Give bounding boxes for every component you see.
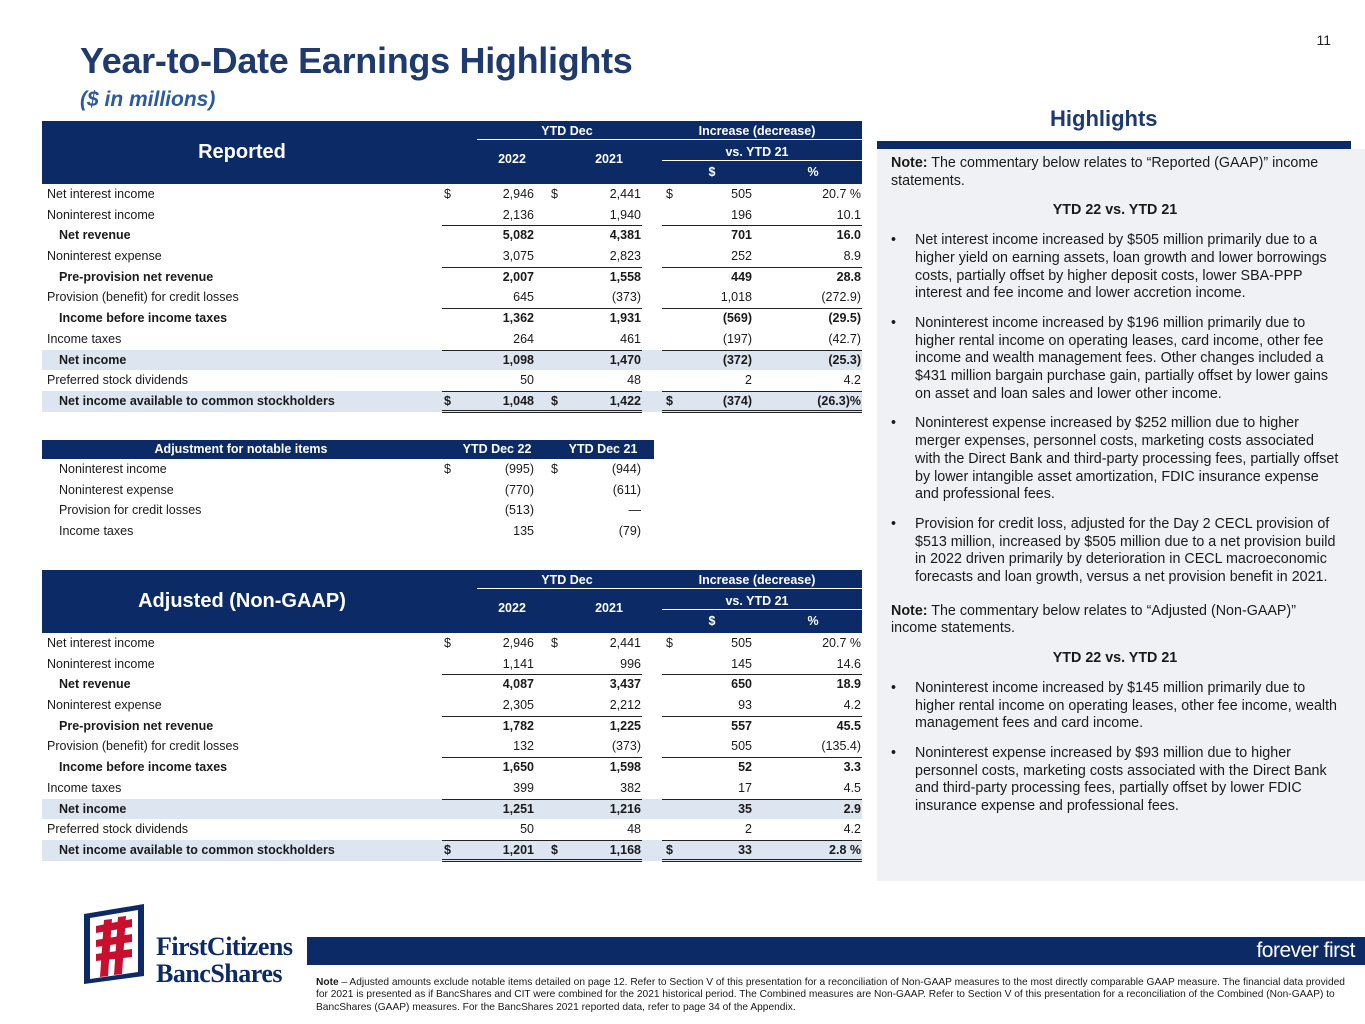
value-2021: 1,470 <box>609 352 641 367</box>
value-2021: 1,225 <box>609 718 641 733</box>
currency-symbol: $ <box>444 842 451 857</box>
value-2022: 50 <box>520 822 534 837</box>
value-ytd-dec-21: (79) <box>618 524 641 539</box>
row-label: Noninterest income <box>47 207 155 222</box>
table-row <box>42 184 862 205</box>
change-dollars: 701 <box>731 228 752 243</box>
first-citizens-logo-text <box>156 933 292 987</box>
row-label: Net revenue <box>59 677 131 692</box>
adjusted-table <box>42 570 862 861</box>
value-2022: 1,251 <box>502 801 534 816</box>
change-dollars: (372) <box>722 352 752 367</box>
value-2022: 132 <box>513 739 534 754</box>
change-percent: 2.9 <box>843 801 861 816</box>
change-percent: (272.9) <box>821 290 861 305</box>
value-2022: 645 <box>513 290 534 305</box>
change-dollars: 650 <box>731 677 752 692</box>
change-dollars: 505 <box>731 636 752 650</box>
highlights-title: Highlights <box>1050 106 1158 131</box>
table-row <box>42 654 862 675</box>
value-2022: 2,305 <box>502 698 534 713</box>
change-percent: 4.2 <box>843 373 861 388</box>
table-row <box>42 370 862 391</box>
table-row <box>42 225 862 246</box>
adjustment-header-label: Adjustment for notable items <box>154 442 328 456</box>
currency-symbol: $ <box>551 393 558 408</box>
value-2021: 3,437 <box>609 677 641 692</box>
value-2021: 1,940 <box>609 207 641 222</box>
table-row <box>42 308 862 329</box>
highlights-note-adjusted: Note: The commentary below relates to “Adjusted (Non-GAAP)” income statements. <box>891 602 1296 637</box>
reported-label: Reported <box>198 141 286 163</box>
table-row <box>42 736 862 757</box>
row-label: Income before income taxes <box>59 760 228 775</box>
table-row <box>42 695 862 716</box>
dollar-header: $ <box>708 165 716 179</box>
change-percent: 4.2 <box>843 698 861 713</box>
highlights-subheading-adjusted: YTD 22 vs. YTD 21 <box>1052 650 1178 667</box>
logo-line-1: FirstCitizens <box>156 932 293 961</box>
value-ytd-dec-22: (770) <box>504 482 534 497</box>
change-percent: 20.7 % <box>822 636 861 650</box>
currency-symbol: $ <box>666 393 673 408</box>
value-2022: 1,141 <box>502 656 534 671</box>
change-percent: (26.3)% <box>817 393 861 408</box>
change-percent: 2.8 % <box>829 842 861 857</box>
currency-symbol: $ <box>551 636 558 650</box>
highlights-bullets-reported <box>891 232 1339 587</box>
row-label: Preferred stock dividends <box>47 373 189 388</box>
row-label: Preferred stock dividends <box>47 822 189 837</box>
value-2021: 996 <box>620 656 641 671</box>
row-label: Pre-provision net revenue <box>59 269 214 284</box>
table-row <box>42 757 862 778</box>
currency-symbol: $ <box>444 462 451 476</box>
currency-symbol: $ <box>444 636 451 650</box>
year-2021-header: 2021 <box>595 601 623 615</box>
table-row <box>42 287 862 308</box>
currency-symbol: $ <box>666 842 673 857</box>
table-row <box>42 633 862 654</box>
highlights-note-reported: Note: The commentary below relates to “Reported (GAAP)” income statements. <box>891 155 1319 189</box>
table-row <box>42 350 862 371</box>
change-percent: 4.5 <box>843 780 861 795</box>
table-row <box>42 246 862 267</box>
row-label: Income taxes <box>47 780 122 795</box>
increase-decrease-header: Increase (decrease) <box>698 573 816 587</box>
row-label: Net interest income <box>47 187 155 201</box>
change-dollars: 2 <box>745 373 752 388</box>
change-dollars: 505 <box>731 187 752 201</box>
change-dollars: (197) <box>722 331 752 346</box>
change-percent: (29.5) <box>828 311 861 326</box>
value-ytd-dec-22: (513) <box>504 503 534 518</box>
value-2022: 2,946 <box>502 636 534 650</box>
value-2021: (373) <box>611 739 641 754</box>
change-dollars: (374) <box>722 393 752 408</box>
row-label: Noninterest expense <box>47 698 162 713</box>
footer-band <box>307 937 1365 965</box>
value-2021: 461 <box>620 331 641 346</box>
row-label: Noninterest expense <box>47 249 162 264</box>
value-2022: 2,007 <box>502 269 534 284</box>
value-2021: 48 <box>627 373 641 388</box>
value-2022: 3,075 <box>502 249 534 264</box>
vs-ytd-header: vs. YTD 21 <box>725 594 789 608</box>
value-2021: 382 <box>620 780 641 795</box>
bullet-item: • Noninterest expense increased by $252 million due to higher merger expenses, personnel costs, marketing costs associated with the Direct Bank and third-party processing fees, partially offset by lower intangible asset amortization, FDIC insurance expense and professional fees. <box>891 415 1339 504</box>
change-dollars: 35 <box>738 801 752 816</box>
value-2021: 1,422 <box>609 393 641 408</box>
row-label: Income taxes <box>59 524 134 539</box>
row-label: Income taxes <box>47 331 122 346</box>
currency-symbol: $ <box>666 636 673 650</box>
value-2022: 399 <box>513 780 534 795</box>
bullet-item: • Noninterest income increased by $145 million primarily due to higher rental income on operating leases, other fee income, wealth management fees and card income. <box>891 680 1339 733</box>
table-row <box>42 840 862 861</box>
row-label: Net income <box>59 801 127 816</box>
highlights-bullets-adjusted <box>891 680 1339 816</box>
ytd-dec-header: YTD Dec <box>541 573 593 587</box>
value-ytd-dec-21: — <box>628 503 641 518</box>
value-2022: 264 <box>513 331 534 346</box>
value-2021: 2,441 <box>609 187 641 201</box>
change-dollars: 505 <box>731 739 752 754</box>
row-label: Noninterest income <box>59 462 167 476</box>
row-label: Net income available to common stockholders <box>59 842 335 857</box>
adjusted-label: Adjusted (Non-GAAP) <box>138 590 346 612</box>
change-percent: 16.0 <box>836 228 861 243</box>
value-ytd-dec-21: (611) <box>612 482 641 497</box>
row-label: Provision (benefit) for credit losses <box>47 739 239 754</box>
vs-ytd-header: vs. YTD 21 <box>725 145 789 159</box>
table-row <box>42 674 862 695</box>
row-label: Provision for credit losses <box>59 503 202 518</box>
value-2021: 48 <box>627 822 641 837</box>
table-row <box>42 500 654 521</box>
currency-symbol: $ <box>666 187 673 201</box>
adjustment-table <box>42 440 654 542</box>
value-2021: 1,598 <box>609 760 641 775</box>
table-row <box>42 459 654 480</box>
highlights-panel <box>877 149 1365 881</box>
adjustment-table-header <box>42 440 654 459</box>
change-dollars: 196 <box>731 207 752 222</box>
change-percent: (42.7) <box>828 331 861 346</box>
change-percent: (135.4) <box>821 739 861 754</box>
change-dollars: 17 <box>738 780 752 795</box>
table-row <box>42 480 654 501</box>
logo-line-2: BancShares <box>156 959 282 988</box>
value-2022: 1,098 <box>502 352 534 367</box>
dollar-header: $ <box>708 614 716 628</box>
value-2022: 50 <box>520 373 534 388</box>
change-percent: 45.5 <box>836 718 861 733</box>
row-label: Noninterest income <box>47 656 155 671</box>
value-ytd-dec-21: (944) <box>611 462 641 476</box>
percent-header: % <box>807 614 819 628</box>
year-2022-header: 2022 <box>498 152 526 166</box>
currency-symbol: $ <box>551 462 558 476</box>
row-label: Net interest income <box>47 636 155 650</box>
reported-table-header <box>42 121 862 184</box>
change-dollars: 557 <box>731 718 752 733</box>
change-dollars: 1,018 <box>720 290 752 305</box>
change-dollars: 449 <box>731 269 752 284</box>
page-title: Year-to-Date Earnings Highlights <box>80 40 633 81</box>
value-2022: 4,087 <box>502 677 534 692</box>
table-row <box>42 205 862 226</box>
change-percent: 20.7 % <box>822 187 861 201</box>
row-label: Net income available to common stockholders <box>59 393 335 408</box>
change-percent: 3.3 <box>843 760 861 775</box>
bullet-item: • Net interest income increased by $505 million primarily due to a higher yield on earning assets, loan growth and lower borrowings costs, partially offset by higher deposit costs, lower SBA-PPP interest and fee income and lower accretion income. <box>891 232 1339 303</box>
value-2021: 1,216 <box>609 801 641 816</box>
value-2022: 2,946 <box>502 187 534 201</box>
change-percent: (25.3) <box>828 352 861 367</box>
page-number: 11 <box>1316 32 1331 48</box>
bullet-item: • Provision for credit loss, adjusted for the Day 2 CECL provision of $513 million, increased by $505 million due to a net provision build in 2022 driven primarily by deterioration in CECL macroeconomic forecasts and loan growth, versus a net provision benefit in 2021. <box>891 516 1339 587</box>
change-percent: 4.2 <box>843 822 861 837</box>
reported-table <box>42 121 862 412</box>
value-2021: (373) <box>611 290 641 305</box>
change-percent: 28.8 <box>836 269 861 284</box>
currency-symbol: $ <box>551 187 558 201</box>
percent-header: % <box>807 165 819 179</box>
value-2021: 2,441 <box>609 636 641 650</box>
change-dollars: 145 <box>731 656 752 671</box>
change-dollars: 93 <box>738 698 752 713</box>
change-dollars: 252 <box>731 249 752 264</box>
value-2021: 2,823 <box>609 249 641 264</box>
value-2022: 5,082 <box>502 228 534 243</box>
row-label: Income before income taxes <box>59 311 228 326</box>
row-label: Provision (benefit) for credit losses <box>47 290 239 305</box>
year-2022-header: 2022 <box>498 601 526 615</box>
tagline: forever first <box>1256 939 1355 962</box>
value-2022: 1,650 <box>502 760 534 775</box>
bullet-item: • Noninterest income increased by $196 million primarily due to higher rental income on operating leases, card income, other fee income and wealth management fees. Other changes included a $431 million bargain purchase gain, partially offset by lower gains on asset and loan sales and lower other income. <box>891 315 1339 404</box>
change-percent: 10.1 <box>836 207 861 222</box>
row-label: Net income <box>59 352 127 367</box>
table-row <box>42 329 862 350</box>
adjusted-table-header <box>42 570 862 633</box>
ytd-dec-21-header: YTD Dec 21 <box>568 442 638 456</box>
value-2021: 2,212 <box>609 698 641 713</box>
change-percent: 18.9 <box>836 677 861 692</box>
change-dollars: 52 <box>738 760 752 775</box>
table-row <box>42 267 862 288</box>
value-2021: 1,931 <box>609 311 641 326</box>
table-row <box>42 521 654 542</box>
ytd-dec-22-header: YTD Dec 22 <box>462 442 532 456</box>
change-dollars: 33 <box>738 842 752 857</box>
currency-symbol: $ <box>444 393 451 408</box>
bullet-item: • Noninterest expense increased by $93 million due to higher personnel costs, marketing costs associated with the Direct Bank and third-party processing fees, partially offset by lower FDIC insurance expense and professional fees. <box>891 745 1339 816</box>
currency-symbol: $ <box>551 842 558 857</box>
value-ytd-dec-22: (995) <box>504 462 534 476</box>
change-percent: 14.6 <box>836 656 861 671</box>
value-2022: 1,782 <box>502 718 534 733</box>
value-2021: 1,168 <box>609 842 641 857</box>
highlights-subheading-reported: YTD 22 vs. YTD 21 <box>1052 202 1178 219</box>
currency-symbol: $ <box>444 187 451 201</box>
change-dollars: (569) <box>722 311 752 326</box>
highlights-bar <box>877 141 1351 149</box>
value-2021: 4,381 <box>609 228 641 243</box>
change-percent: 8.9 <box>843 249 861 264</box>
table-row <box>42 716 862 737</box>
table-row <box>42 778 862 799</box>
table-row <box>42 799 862 820</box>
value-2022: 2,136 <box>502 207 534 222</box>
first-citizens-flag-logo-icon <box>82 902 150 986</box>
change-dollars: 2 <box>745 822 752 837</box>
value-2021: 1,558 <box>609 269 641 284</box>
row-label: Pre-provision net revenue <box>59 718 214 733</box>
value-2022: 1,362 <box>502 311 534 326</box>
table-row <box>42 391 862 412</box>
footnote: Note – Adjusted amounts exclude notable items detailed on page 12. Refer to Section V of this presentation for a reconciliation of Non-GAAP measures to the most directly comparable GAAP measure. The financial data provided for 2021 is presented as if BancShares and CIT were combined for the 2021 historical period. The Combined measures are Non-GAAP. Refer to Section V of this presentation for a reconciliation of the Combined (Non-GAAP) to BancShares (GAAP) measures. For the BancShares 2021 reported data, refer to page 34 of the Appendix. <box>316 977 1345 1013</box>
increase-decrease-header: Increase (decrease) <box>698 124 816 138</box>
ytd-dec-header: YTD Dec <box>541 124 593 138</box>
row-label: Noninterest expense <box>59 482 174 497</box>
page-subtitle: ($ in millions) <box>80 88 216 111</box>
table-row <box>42 819 862 840</box>
row-label: Net revenue <box>59 228 131 243</box>
year-2021-header: 2021 <box>595 152 623 166</box>
value-2022: 1,201 <box>502 842 534 857</box>
value-ytd-dec-22: 135 <box>513 524 534 539</box>
value-2022: 1,048 <box>502 393 534 408</box>
